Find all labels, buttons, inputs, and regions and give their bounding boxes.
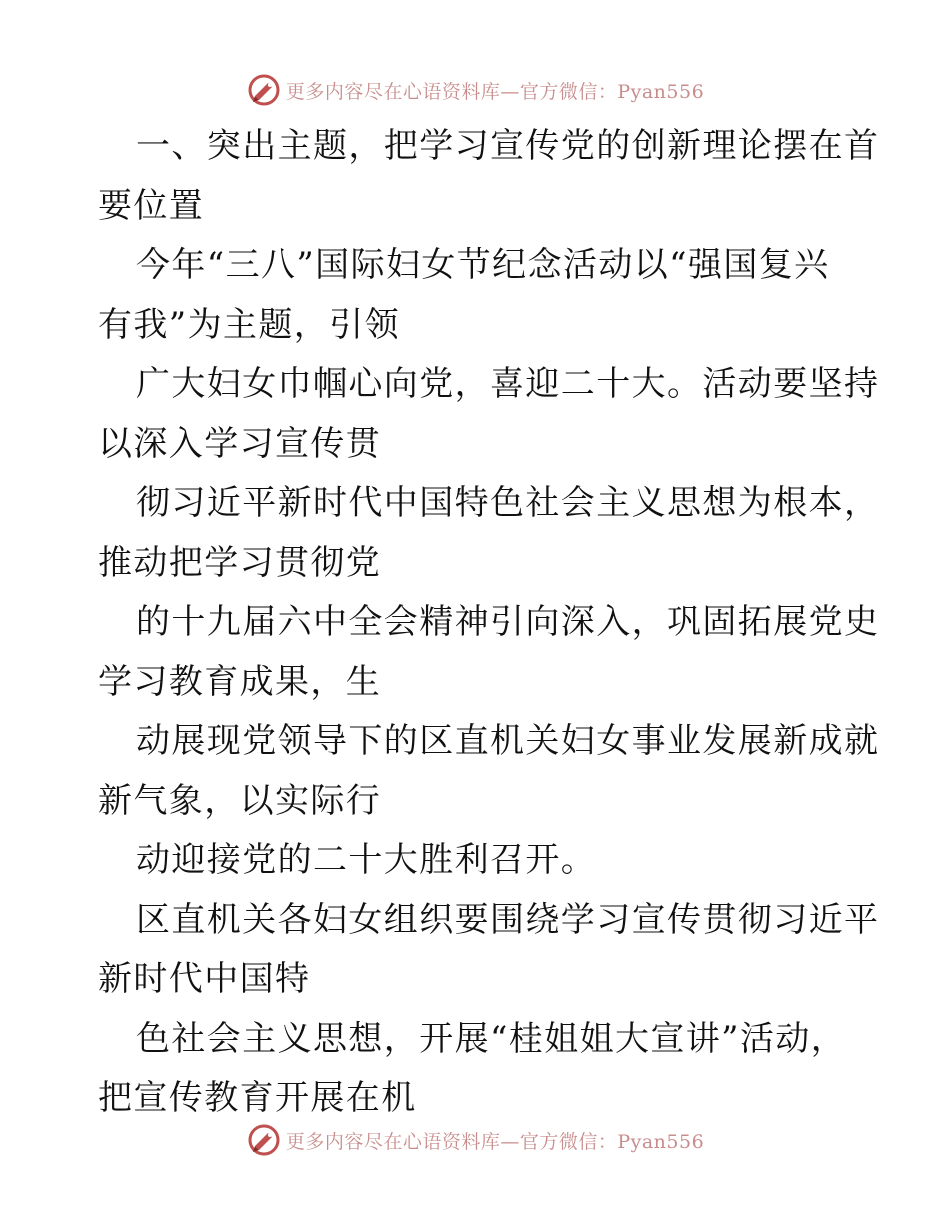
text-line: 区直机关各妇女组织要围绕学习宣传贯彻习近平 bbox=[136, 899, 880, 940]
pen-circle-logo-icon bbox=[246, 72, 282, 108]
text-line: 有我”为主题，引领 bbox=[98, 304, 400, 345]
text-line: 动展现党领导下的区直机关妇女事业发展新成就 bbox=[136, 721, 880, 761]
text-line: 新时代中国特 bbox=[98, 959, 311, 999]
text-line: 广大妇女巾帼心向党，喜迎二十大。活动要坚持 bbox=[136, 364, 880, 404]
footer-banner-text: 更多内容尽在心语资料库—官方微信：Pyan556 bbox=[285, 1130, 705, 1153]
text-line: 推动把学习贯彻党 bbox=[98, 542, 382, 583]
header-banner bbox=[0, 70, 950, 110]
pen-circle-logo-icon bbox=[246, 1122, 282, 1158]
header-banner-text: 更多内容尽在心语资料库—官方微信：Pyan556 bbox=[285, 80, 705, 103]
text-line: 新气象，以实际行 bbox=[98, 780, 382, 821]
text-line: 要位置 bbox=[98, 185, 205, 226]
text-line: 动迎接党的二十大胜利召开。 bbox=[136, 840, 597, 880]
text-line: 色社会主义思想，开展“桂姐姐大宣讲”活动， bbox=[136, 1018, 847, 1059]
footer-banner bbox=[0, 1120, 950, 1160]
text-line: 彻习近平新时代中国特色社会主义思想为根本， bbox=[136, 483, 880, 523]
document-body bbox=[98, 117, 880, 1129]
text-line: 以深入学习宣传贯 bbox=[98, 423, 382, 464]
text-line: 学习教育成果，生 bbox=[98, 661, 382, 702]
text-line: 今年“三八”国际妇女节纪念活动以“强国复兴 bbox=[136, 245, 830, 285]
text-line: 一、突出主题，把学习宣传党的创新理论摆在首 bbox=[136, 126, 880, 166]
text-line: 的十九届六中全会精神引向深入，巩固拓展党史 bbox=[136, 602, 880, 642]
text-line: 把宣传教育开展在机 bbox=[98, 1078, 417, 1118]
